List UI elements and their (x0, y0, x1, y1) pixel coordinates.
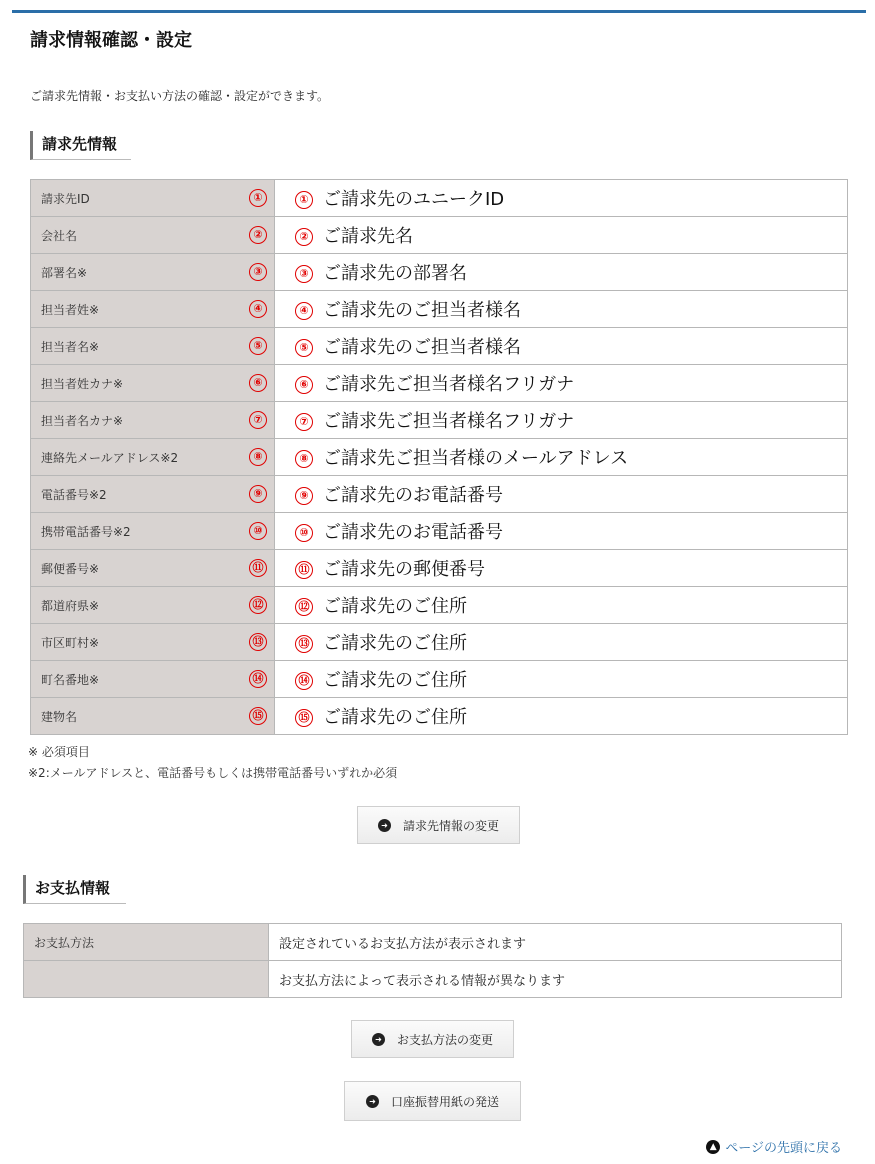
billing-field-label: 連絡先メールアドレス※2 (41, 450, 179, 465)
billing-row (31, 439, 848, 476)
field-number-marker: ⑭ (295, 672, 313, 690)
billing-row (31, 550, 848, 587)
arrow-right-icon: ➜ (366, 1095, 379, 1108)
billing-field-value: ご請求先の郵便番号 (323, 559, 485, 580)
payment-extra-label (24, 961, 269, 998)
billing-row-label-cell (31, 291, 275, 328)
field-number-marker: ② (249, 226, 267, 244)
billing-field-value: ご請求先のご住所 (323, 596, 467, 617)
field-number-marker: ⑧ (249, 448, 267, 466)
billing-row-label-cell (31, 328, 275, 365)
billing-section-heading: 請求先情報 (30, 131, 131, 160)
billing-row (31, 180, 848, 217)
billing-field-label: 担当者姓カナ※ (41, 376, 124, 391)
field-number-marker: ⑩ (295, 524, 313, 542)
field-number-marker: ④ (295, 302, 313, 320)
arrow-right-icon: ➜ (372, 1033, 385, 1046)
billing-row-label-cell (31, 624, 275, 661)
billing-field-label: 郵便番号※ (41, 561, 100, 576)
billing-row-label-cell (31, 254, 275, 291)
billing-notes (28, 742, 397, 784)
billing-field-label: 担当者名カナ※ (41, 413, 124, 428)
field-number-marker: ⑤ (295, 339, 313, 357)
field-number-marker: ① (295, 191, 313, 209)
billing-row (31, 624, 848, 661)
billing-field-value: ご請求先のご担当者様名 (323, 300, 521, 321)
field-number-marker: ④ (249, 300, 267, 318)
field-number-marker: ⑮ (295, 709, 313, 727)
change-payment-label: お支払方法の変更 (396, 1032, 493, 1047)
billing-row-value-cell (275, 661, 848, 698)
billing-row (31, 291, 848, 328)
billing-row-value-cell (275, 587, 848, 624)
billing-row-value-cell (275, 513, 848, 550)
billing-row-value-cell (275, 254, 848, 291)
field-number-marker: ⑪ (295, 561, 313, 579)
field-number-marker: ⑦ (295, 413, 313, 431)
billing-row-value-cell (275, 291, 848, 328)
billing-row (31, 217, 848, 254)
payment-method-label: お支払方法 (24, 924, 269, 961)
billing-field-value: ご請求先名 (323, 226, 413, 247)
change-billing-button[interactable] (357, 806, 520, 844)
chevron-up-icon: ▲ (706, 1140, 720, 1154)
billing-row (31, 476, 848, 513)
send-transfer-form-button[interactable] (344, 1081, 521, 1121)
billing-field-value: ご請求先ご担当者様名フリガナ (323, 374, 575, 395)
note-contact: ※2:メールアドレスと、電話番号もしくは携帯電話番号いずれか必須 (28, 766, 398, 780)
billing-row (31, 698, 848, 735)
billing-field-label: 建物名 (41, 709, 78, 724)
billing-info-table (30, 179, 848, 735)
billing-row-value-cell (275, 698, 848, 735)
payment-info-table (23, 923, 842, 998)
billing-field-label: 会社名 (41, 228, 78, 243)
field-number-marker: ⑬ (295, 635, 313, 653)
change-billing-label: 請求先情報の変更 (402, 818, 499, 833)
page-top-label: ページの先頭に戻る (725, 1141, 842, 1156)
billing-row-label-cell (31, 587, 275, 624)
field-number-marker: ⑦ (249, 411, 267, 429)
billing-field-value: ご請求先ご担当者様のメールアドレス (323, 448, 629, 469)
field-number-marker: ⑥ (249, 374, 267, 392)
billing-row (31, 254, 848, 291)
billing-row-value-cell (275, 402, 848, 439)
field-number-marker: ① (249, 189, 267, 207)
send-transfer-form-label: 口座振替用紙の発送 (390, 1094, 499, 1109)
billing-row-value-cell (275, 476, 848, 513)
billing-row-label-cell (31, 365, 275, 402)
payment-row-method (24, 924, 842, 961)
billing-row-value-cell (275, 180, 848, 217)
billing-field-label: 市区町村※ (41, 635, 100, 650)
payment-method-value: 設定されているお支払方法が表示されます (269, 924, 842, 961)
field-number-marker: ③ (249, 263, 267, 281)
field-number-marker: ⑫ (295, 598, 313, 616)
billing-row-label-cell (31, 550, 275, 587)
field-number-marker: ⑭ (249, 670, 267, 688)
billing-field-label: 担当者名※ (41, 339, 100, 354)
payment-row-extra (24, 961, 842, 998)
billing-field-value: ご請求先のユニークID (323, 189, 505, 210)
billing-field-value: ご請求先のご住所 (323, 633, 467, 654)
billing-row-value-cell (275, 550, 848, 587)
field-number-marker: ② (295, 228, 313, 246)
billing-field-label: 都道府県※ (41, 598, 100, 613)
billing-row-value-cell (275, 365, 848, 402)
note-required: ※ 必須項目 (28, 745, 90, 759)
page-top-link[interactable] (706, 1137, 842, 1156)
billing-field-label: 携帯電話番号※2 (41, 524, 131, 539)
billing-field-label: 担当者姓※ (41, 302, 100, 317)
field-number-marker: ⑩ (249, 522, 267, 540)
billing-row-label-cell (31, 661, 275, 698)
field-number-marker: ⑨ (249, 485, 267, 503)
field-number-marker: ⑥ (295, 376, 313, 394)
billing-row-label-cell (31, 476, 275, 513)
billing-row (31, 402, 848, 439)
field-number-marker: ⑪ (249, 559, 267, 577)
top-rule (12, 10, 866, 13)
payment-section-heading: お支払情報 (23, 875, 126, 904)
field-number-marker: ⑬ (249, 633, 267, 651)
billing-row-value-cell (275, 439, 848, 476)
billing-field-label: 町名番地※ (41, 672, 100, 687)
field-number-marker: ⑧ (295, 450, 313, 468)
billing-row-label-cell (31, 513, 275, 550)
billing-field-value: ご請求先のご担当者様名 (323, 337, 521, 358)
field-number-marker: ⑮ (249, 707, 267, 725)
billing-row-value-cell (275, 328, 848, 365)
billing-row (31, 513, 848, 550)
billing-field-value: ご請求先のお電話番号 (323, 485, 503, 506)
billing-field-value: ご請求先ご担当者様名フリガナ (323, 411, 575, 432)
billing-row-label-cell (31, 180, 275, 217)
billing-row-label-cell (31, 698, 275, 735)
billing-field-value: ご請求先のご住所 (323, 707, 467, 728)
field-number-marker: ⑤ (249, 337, 267, 355)
billing-field-value: ご請求先の部署名 (323, 263, 467, 284)
field-number-marker: ⑫ (249, 596, 267, 614)
billing-row-label-cell (31, 217, 275, 254)
page-title: 請求情報確認・設定 (30, 30, 192, 51)
billing-row-value-cell (275, 217, 848, 254)
billing-field-value: ご請求先のご住所 (323, 670, 467, 691)
field-number-marker: ⑨ (295, 487, 313, 505)
billing-field-label: 部署名※ (41, 265, 88, 280)
billing-field-label: 電話番号※2 (41, 487, 107, 502)
billing-row (31, 587, 848, 624)
billing-row (31, 661, 848, 698)
billing-field-label: 請求先ID (41, 191, 90, 206)
arrow-right-icon: ➜ (378, 819, 391, 832)
billing-row (31, 365, 848, 402)
billing-row-value-cell (275, 624, 848, 661)
billing-row (31, 328, 848, 365)
billing-row-label-cell (31, 402, 275, 439)
billing-row-label-cell (31, 439, 275, 476)
page-intro: ご請求先情報・お支払い方法の確認・設定ができます。 (30, 89, 330, 103)
payment-extra-value: お支払方法によって表示される情報が異なります (269, 961, 842, 998)
billing-field-value: ご請求先のお電話番号 (323, 522, 503, 543)
field-number-marker: ③ (295, 265, 313, 283)
change-payment-button[interactable] (351, 1020, 514, 1058)
